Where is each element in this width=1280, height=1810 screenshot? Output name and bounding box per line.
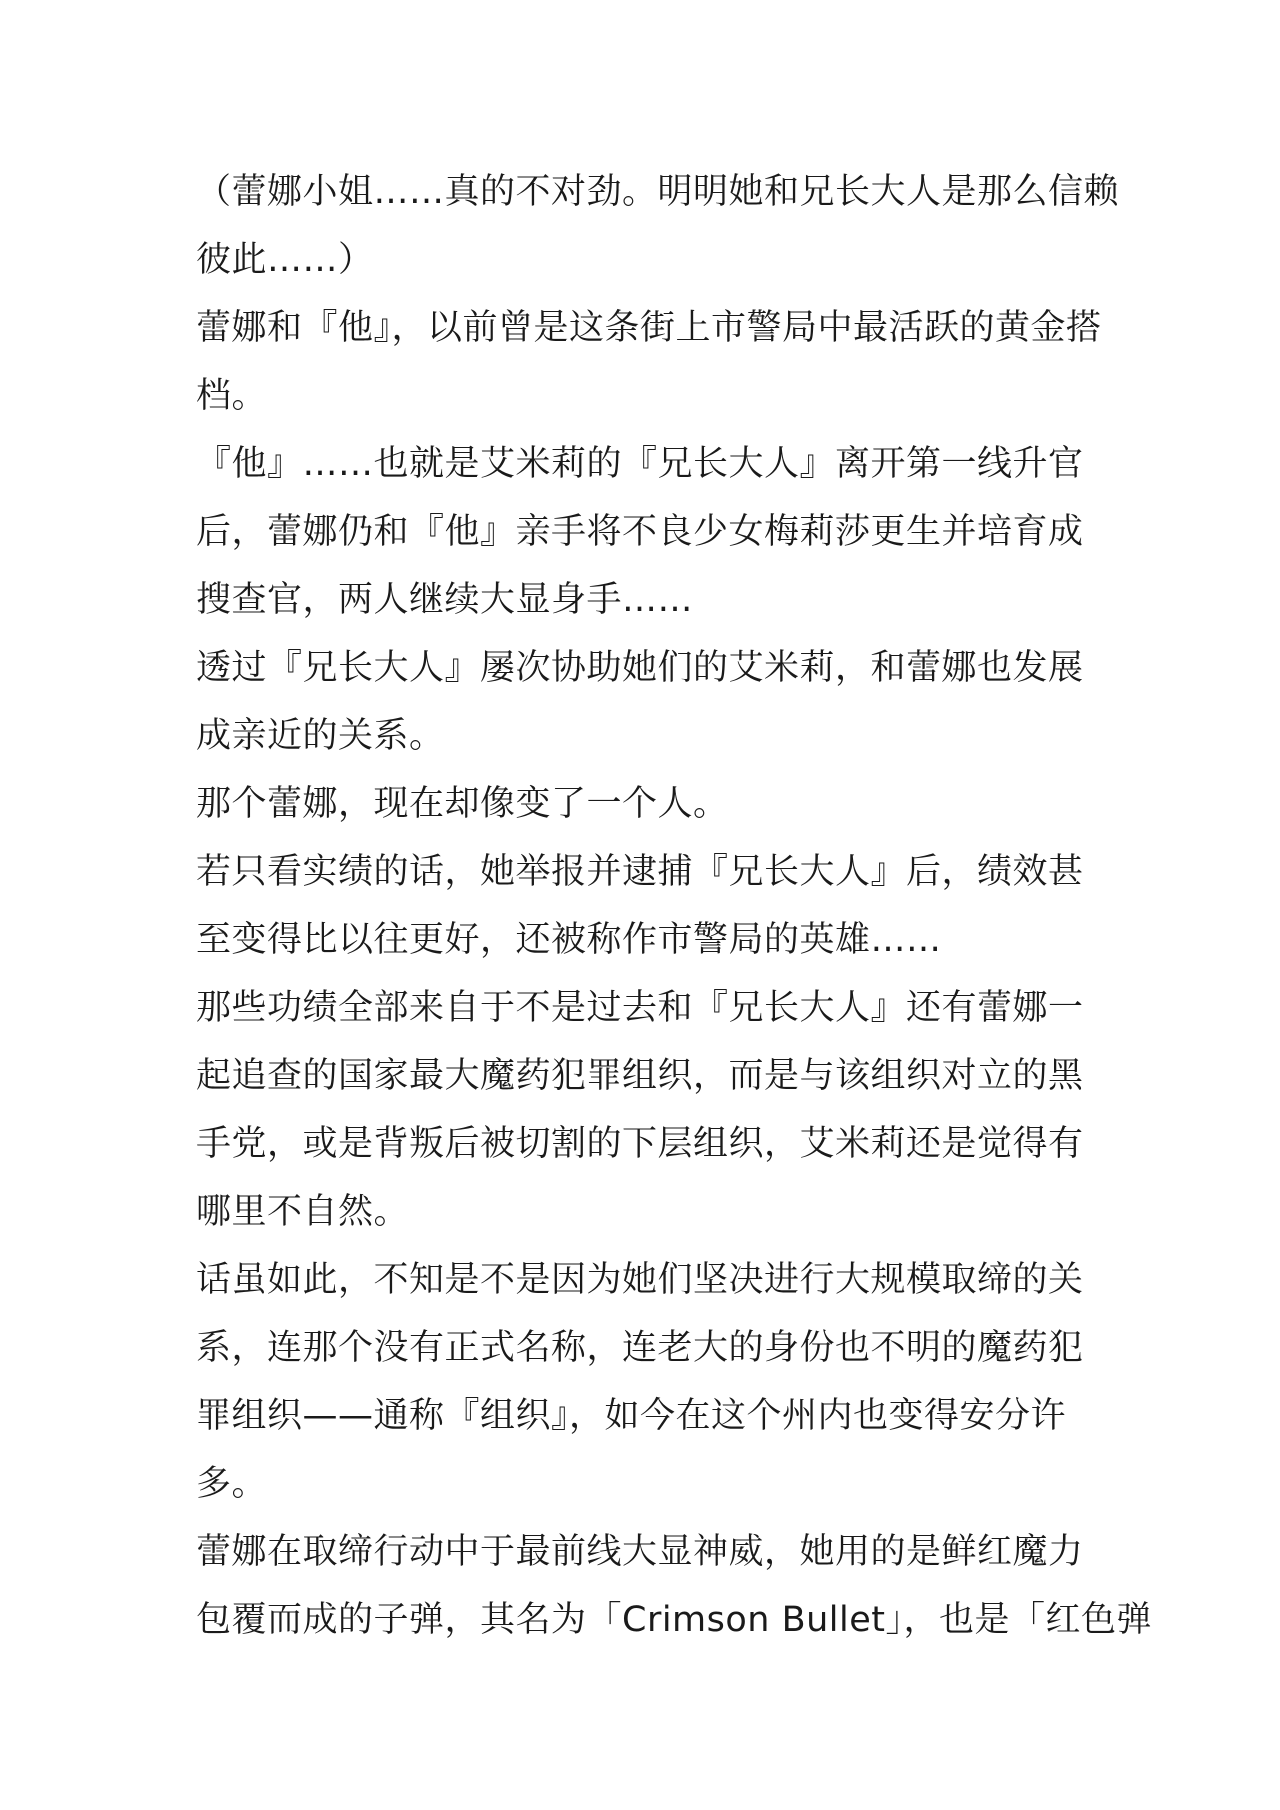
text-line: 手党，或是背叛后被切割的下层组织，艾米莉还是觉得有 [196,1124,1084,1164]
text-line: 后，蕾娜仍和『他』亲手将不良少女梅莉莎更生并培育成 [196,512,1084,552]
text-line: 包覆而成的子弹，其名为「Crimson Bullet」，也是「红色弹 [196,1600,1153,1640]
text-line: 蕾娜和『他』，以前曾是这条街上市警局中最活跃的黄金搭 [196,308,1102,348]
text-line: 透过『兄长大人』屡次协助她们的艾米莉，和蕾娜也发展 [196,648,1084,688]
text-line: 起追查的国家最大魔药犯罪组织，而是与该组织对立的黑 [196,1056,1084,1096]
text-line: 哪里不自然。 [196,1192,410,1232]
text-line: 多。 [196,1464,268,1504]
text-line: 成亲近的关系。 [196,716,445,756]
text-line: 彼此……） [196,240,374,280]
text-line: 那个蕾娜，现在却像变了一个人。 [196,784,729,824]
text-line: 搜查官，两人继续大显身手…… [196,580,694,620]
text-line: 话虽如此，不知是不是因为她们坚决进行大规模取缔的关 [196,1260,1084,1300]
body-text [196,158,1153,1654]
text-line: 那些功绩全部来自于不是过去和『兄长大人』还有蕾娜一 [196,988,1084,1028]
text-line: 系，连那个没有正式名称，连老大的身份也不明的魔药犯 [196,1328,1084,1368]
text-line: 蕾娜在取缔行动中于最前线大显神威，她用的是鲜红魔力 [196,1532,1084,1572]
text-line: 若只看实绩的话，她举报并逮捕『兄长大人』后，绩效甚 [196,852,1084,892]
text-line: 档。 [196,376,268,416]
text-line: 罪组织——通称『组织』，如今在这个州内也变得安分许 [196,1396,1067,1436]
text-line: 『他』……也就是艾米莉的『兄长大人』离开第一线升官 [196,444,1084,484]
text-line: 至变得比以往更好，还被称作市警局的英雄…… [196,920,942,960]
text-line: （蕾娜小姐……真的不对劲。明明她和兄长大人是那么信赖 [196,172,1120,212]
